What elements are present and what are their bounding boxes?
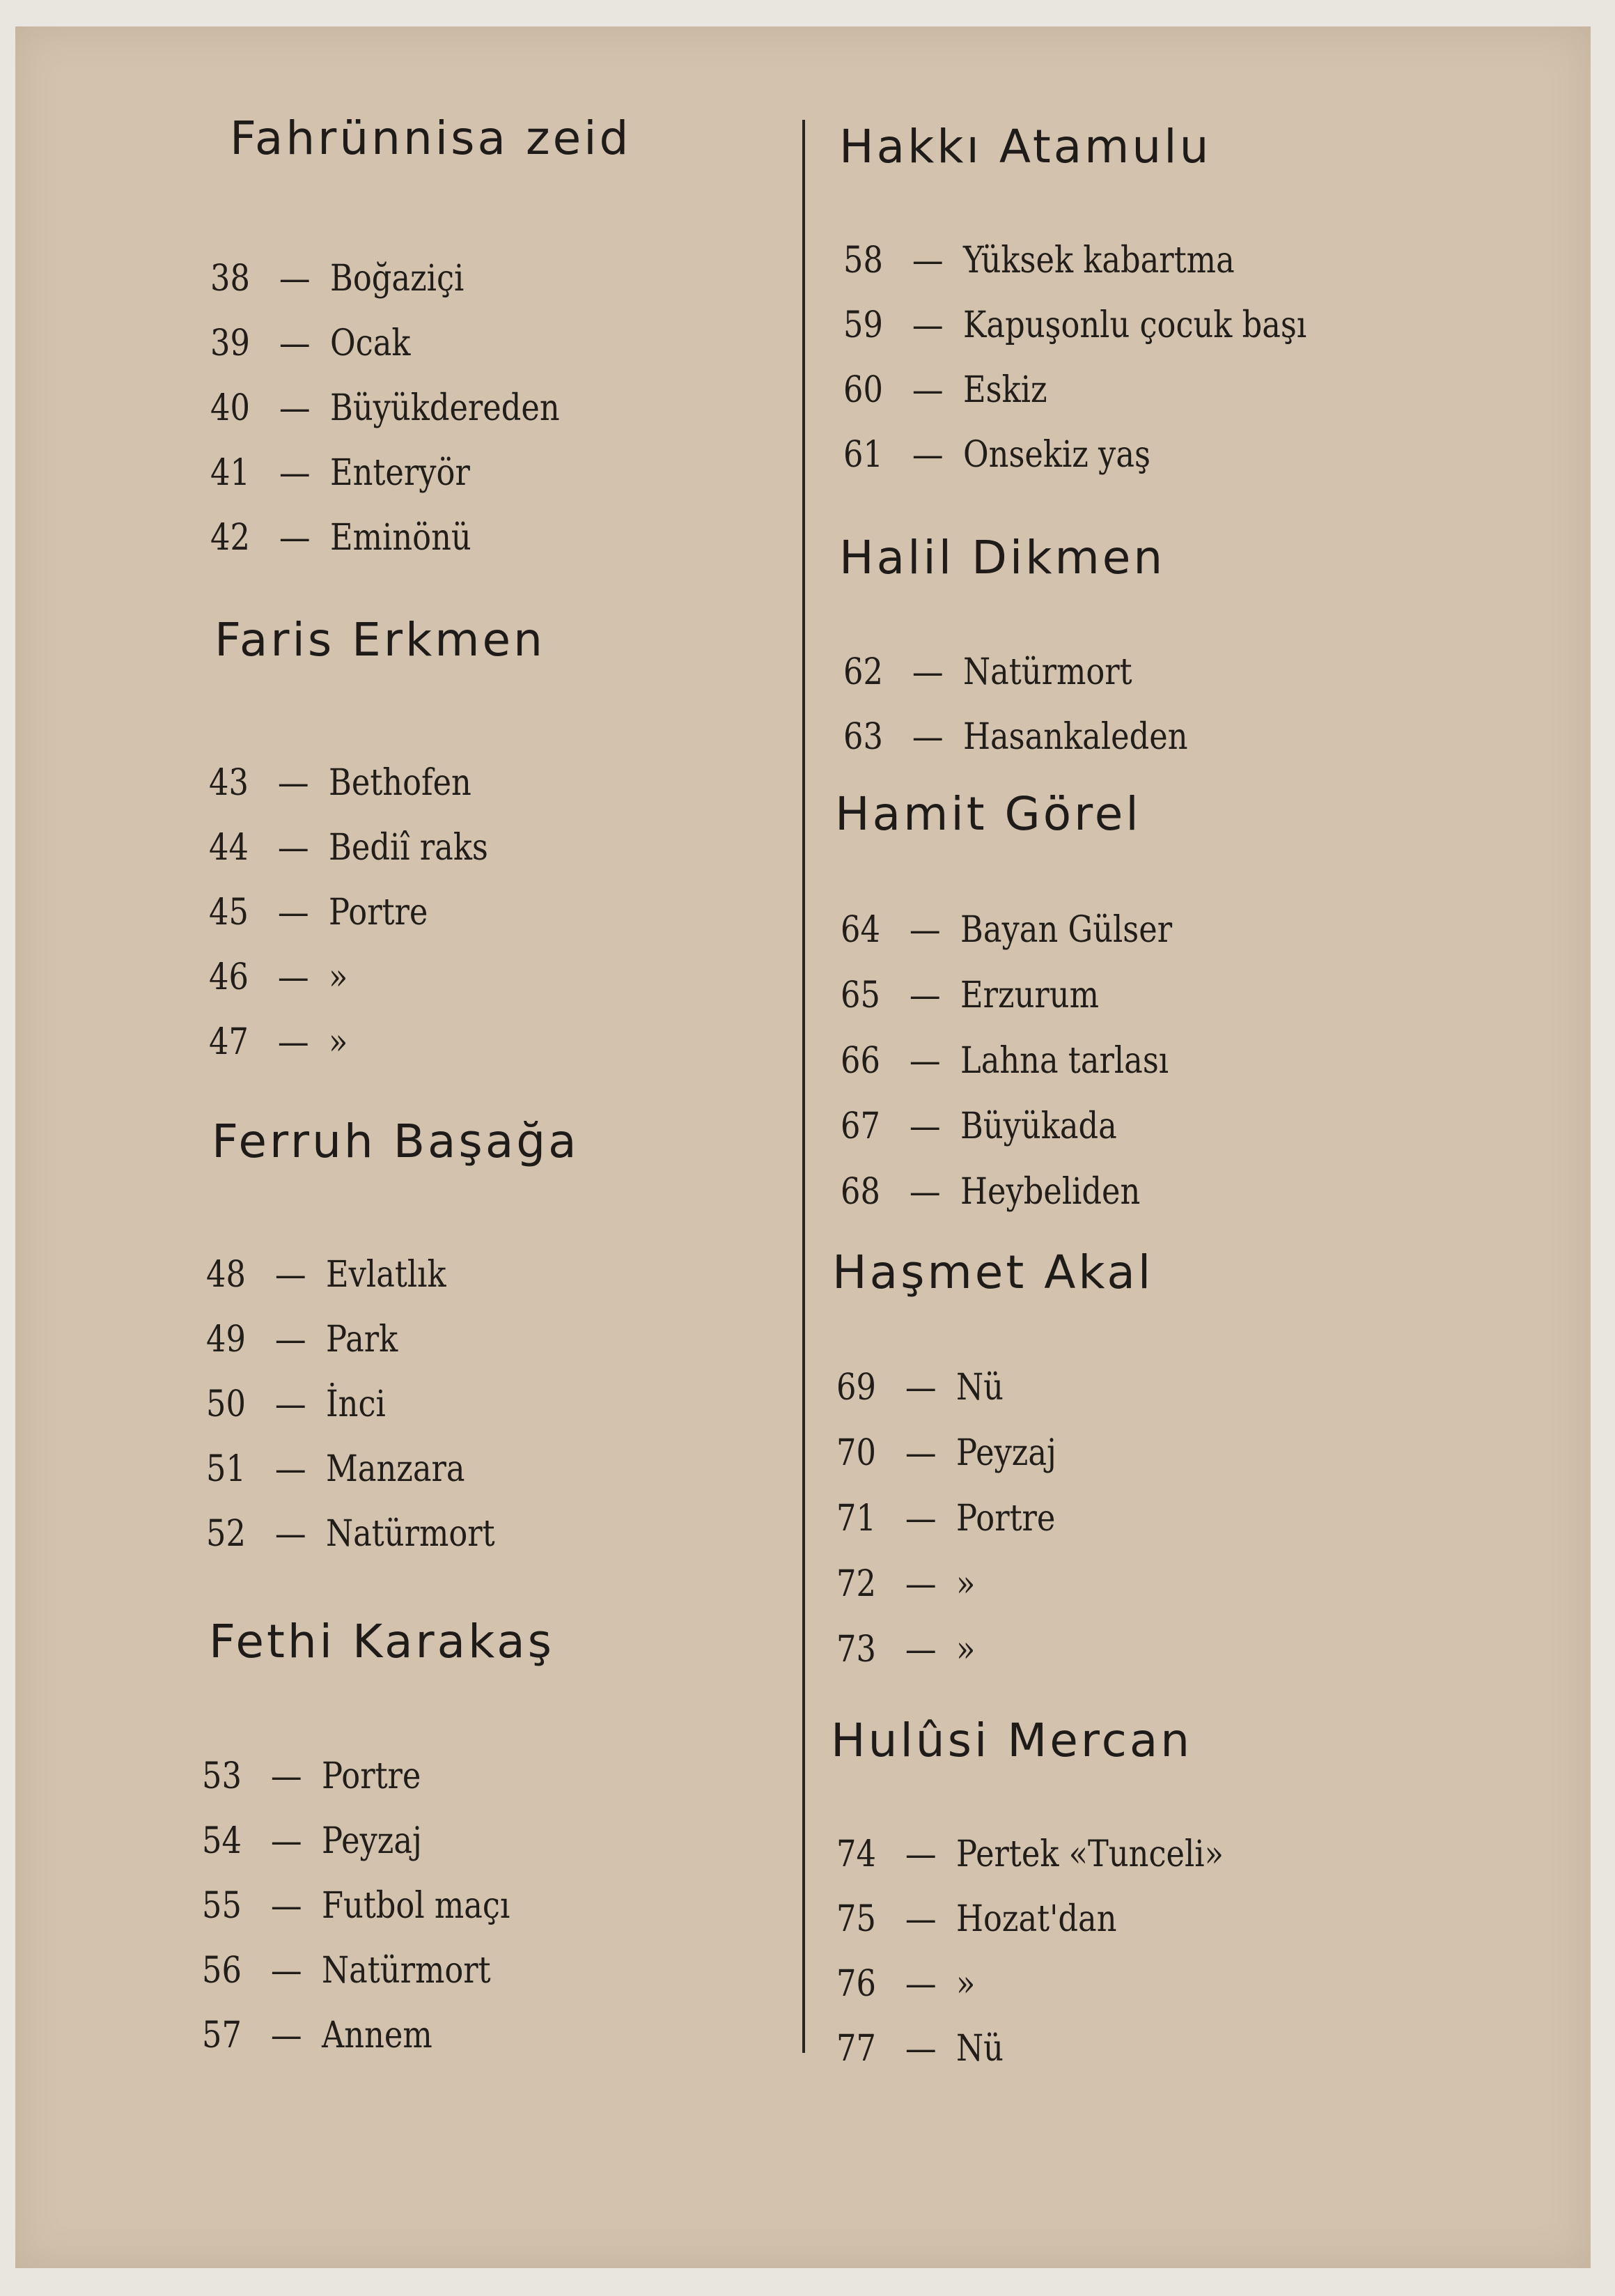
work-title: » — [329, 1021, 348, 1063]
work-number: 72 — [836, 1563, 876, 1605]
artist-name: Ferruh Başağa — [212, 1115, 579, 1168]
column-divider — [802, 120, 805, 2053]
work-number: 58 — [843, 240, 883, 281]
work-entry — [843, 716, 1188, 758]
work-entry — [836, 2028, 1004, 2070]
work-title: Onsekiz yaş — [963, 434, 1150, 476]
work-number: 55 — [202, 1885, 242, 1927]
work-entry — [206, 1383, 386, 1425]
work-entry — [836, 1833, 1224, 1875]
work-number: 51 — [206, 1448, 246, 1490]
work-title: Hozat'dan — [956, 1898, 1117, 1940]
work-entry — [202, 1885, 510, 1927]
work-entry — [210, 387, 560, 429]
work-title: Bediî raks — [329, 827, 488, 869]
work-number: 62 — [843, 651, 883, 693]
work-number: 48 — [206, 1254, 246, 1296]
work-dash: — — [270, 1950, 302, 1992]
work-number: 50 — [206, 1383, 246, 1425]
work-dash: — — [279, 452, 311, 494]
work-dash: — — [905, 1898, 937, 1940]
work-entry — [836, 1498, 1055, 1539]
work-title: Eskiz — [963, 369, 1047, 411]
work-dash: — — [905, 1833, 937, 1875]
work-title: Büyükdereden — [330, 387, 560, 429]
work-dash: — — [277, 956, 309, 998]
work-dash: — — [909, 1040, 941, 1082]
artist-name: Haşmet Akal — [832, 1246, 1154, 1299]
work-dash: — — [912, 651, 944, 693]
work-dash: — — [905, 1498, 937, 1539]
work-dash: — — [277, 827, 309, 869]
work-title: Lahna tarlası — [960, 1040, 1169, 1082]
work-number: 52 — [206, 1513, 246, 1555]
work-dash: — — [912, 434, 944, 476]
work-entry — [209, 762, 471, 804]
work-dash: — — [905, 1432, 937, 1474]
work-dash: — — [905, 1367, 937, 1409]
work-title: Peyzaj — [322, 1820, 422, 1862]
work-number: 47 — [209, 1021, 249, 1063]
work-number: 40 — [210, 387, 250, 429]
artist-name: Halil Dikmen — [839, 531, 1166, 584]
work-number: 53 — [202, 1755, 242, 1797]
work-dash: — — [270, 1820, 302, 1862]
work-dash: — — [279, 387, 311, 429]
work-entry — [206, 1448, 465, 1490]
work-entry — [836, 1629, 975, 1670]
work-entry — [210, 323, 410, 364]
work-number: 64 — [841, 909, 880, 951]
work-dash: — — [909, 1106, 941, 1147]
work-dash: — — [912, 369, 944, 411]
work-title: Natürmort — [322, 1950, 491, 1992]
work-title: Portre — [956, 1498, 1056, 1539]
work-dash: — — [905, 1563, 937, 1605]
work-dash: — — [905, 2028, 937, 2070]
artist-name: Hamit Görel — [835, 787, 1141, 841]
work-dash: — — [909, 975, 941, 1016]
work-entry — [206, 1254, 446, 1296]
work-number: 63 — [843, 716, 883, 758]
work-dash: — — [274, 1254, 306, 1296]
work-entry — [836, 1563, 975, 1605]
work-title: Manzara — [326, 1448, 465, 1490]
work-number: 75 — [836, 1898, 876, 1940]
work-title: Ocak — [330, 323, 411, 364]
work-title: Heybeliden — [960, 1171, 1141, 1213]
work-title: Portre — [329, 892, 428, 933]
work-entry — [843, 369, 1047, 411]
work-number: 71 — [836, 1498, 876, 1539]
work-dash: — — [912, 716, 944, 758]
work-number: 57 — [202, 2015, 242, 2056]
work-title: Park — [326, 1319, 398, 1360]
work-dash: — — [270, 1885, 302, 1927]
work-title: Büyükada — [960, 1106, 1117, 1147]
work-title: Boğaziçi — [330, 258, 465, 300]
work-dash: — — [905, 1963, 937, 2005]
work-title: Natürmort — [326, 1513, 495, 1555]
work-entry — [843, 651, 1132, 693]
work-number: 39 — [210, 323, 250, 364]
work-dash: — — [274, 1319, 306, 1360]
work-title: Erzurum — [960, 975, 1099, 1016]
work-number: 45 — [209, 892, 249, 933]
work-entry — [202, 1950, 491, 1992]
work-number: 73 — [836, 1629, 876, 1670]
work-entry — [836, 1963, 975, 2005]
work-number: 60 — [843, 369, 883, 411]
artist-name: Faris Erkmen — [214, 613, 545, 667]
work-number: 65 — [841, 975, 880, 1016]
work-entry — [843, 240, 1235, 281]
work-number: 43 — [209, 762, 249, 804]
work-entry — [210, 452, 470, 494]
work-number: 67 — [841, 1106, 880, 1147]
work-entry — [836, 1432, 1056, 1474]
work-dash: — — [274, 1383, 306, 1425]
work-number: 66 — [841, 1040, 880, 1082]
work-entry — [836, 1898, 1117, 1940]
work-entry — [841, 975, 1099, 1016]
work-entry — [210, 517, 471, 559]
work-dash: — — [274, 1513, 306, 1555]
work-title: İnci — [326, 1383, 386, 1425]
work-number: 74 — [836, 1833, 876, 1875]
artist-name: Hulûsi Mercan — [831, 1714, 1193, 1767]
artist-name: Fethi Karakaş — [209, 1615, 555, 1668]
work-title: Hasankaleden — [963, 716, 1188, 758]
work-title: » — [956, 1963, 976, 2005]
work-title: Yüksek kabartma — [963, 240, 1235, 281]
work-dash: — — [909, 1171, 941, 1213]
work-title: Evlatlık — [326, 1254, 446, 1296]
work-dash: — — [277, 892, 309, 933]
work-title: Enteryör — [330, 452, 470, 494]
work-entry — [202, 1755, 421, 1797]
work-title: Bethofen — [329, 762, 471, 804]
work-entry — [209, 956, 348, 998]
work-dash: — — [270, 1755, 302, 1797]
work-title: » — [329, 956, 348, 998]
work-entry — [206, 1319, 398, 1360]
work-title: Pertek «Tunceli» — [956, 1833, 1224, 1875]
work-dash: — — [279, 517, 311, 559]
work-number: 38 — [210, 258, 250, 300]
work-number: 70 — [836, 1432, 876, 1474]
work-entry — [841, 1106, 1117, 1147]
work-dash: — — [279, 323, 311, 364]
work-entry — [209, 892, 428, 933]
work-title: Peyzaj — [956, 1432, 1056, 1474]
work-entry — [841, 1040, 1169, 1082]
work-entry — [843, 434, 1150, 476]
work-dash: — — [912, 304, 944, 346]
work-number: 42 — [210, 517, 250, 559]
work-number: 49 — [206, 1319, 246, 1360]
work-entry — [209, 827, 488, 869]
artist-name: Fahrünnisa zeid — [230, 111, 632, 165]
work-number: 61 — [843, 434, 883, 476]
work-title: Annem — [322, 2015, 432, 2056]
work-entry — [836, 1367, 1004, 1409]
work-title: » — [956, 1563, 976, 1605]
work-number: 68 — [841, 1171, 880, 1213]
work-dash: — — [905, 1629, 937, 1670]
work-dash: — — [277, 1021, 309, 1063]
artist-name: Hakkı Atamulu — [839, 120, 1212, 173]
work-title: Nü — [956, 2028, 1004, 2070]
work-title: Natürmort — [963, 651, 1132, 693]
work-entry — [209, 1021, 348, 1063]
work-entry — [210, 258, 464, 300]
work-entry — [841, 909, 1172, 951]
work-entry — [843, 304, 1306, 346]
work-title: Futbol maçı — [322, 1885, 510, 1927]
work-title: Kapuşonlu çocuk başı — [963, 304, 1307, 346]
work-title: Nü — [956, 1367, 1004, 1409]
work-number: 69 — [836, 1367, 876, 1409]
work-number: 44 — [209, 827, 249, 869]
work-title: Bayan Gülser — [960, 909, 1173, 951]
work-title: » — [956, 1629, 976, 1670]
work-entry — [202, 1820, 422, 1862]
work-dash: — — [279, 258, 311, 300]
work-number: 59 — [843, 304, 883, 346]
work-dash: — — [277, 762, 309, 804]
work-dash: — — [912, 240, 944, 281]
work-dash: — — [909, 909, 941, 951]
work-title: Eminönü — [330, 517, 471, 559]
work-number: 41 — [210, 452, 250, 494]
work-entry — [206, 1513, 495, 1555]
work-number: 56 — [202, 1950, 242, 1992]
work-number: 77 — [836, 2028, 876, 2070]
work-entry — [841, 1171, 1140, 1213]
work-dash: — — [274, 1448, 306, 1490]
work-number: 76 — [836, 1963, 876, 2005]
work-number: 54 — [202, 1820, 242, 1862]
work-number: 46 — [209, 956, 249, 998]
work-entry — [202, 2015, 432, 2056]
work-title: Portre — [322, 1755, 421, 1797]
work-dash: — — [270, 2015, 302, 2056]
